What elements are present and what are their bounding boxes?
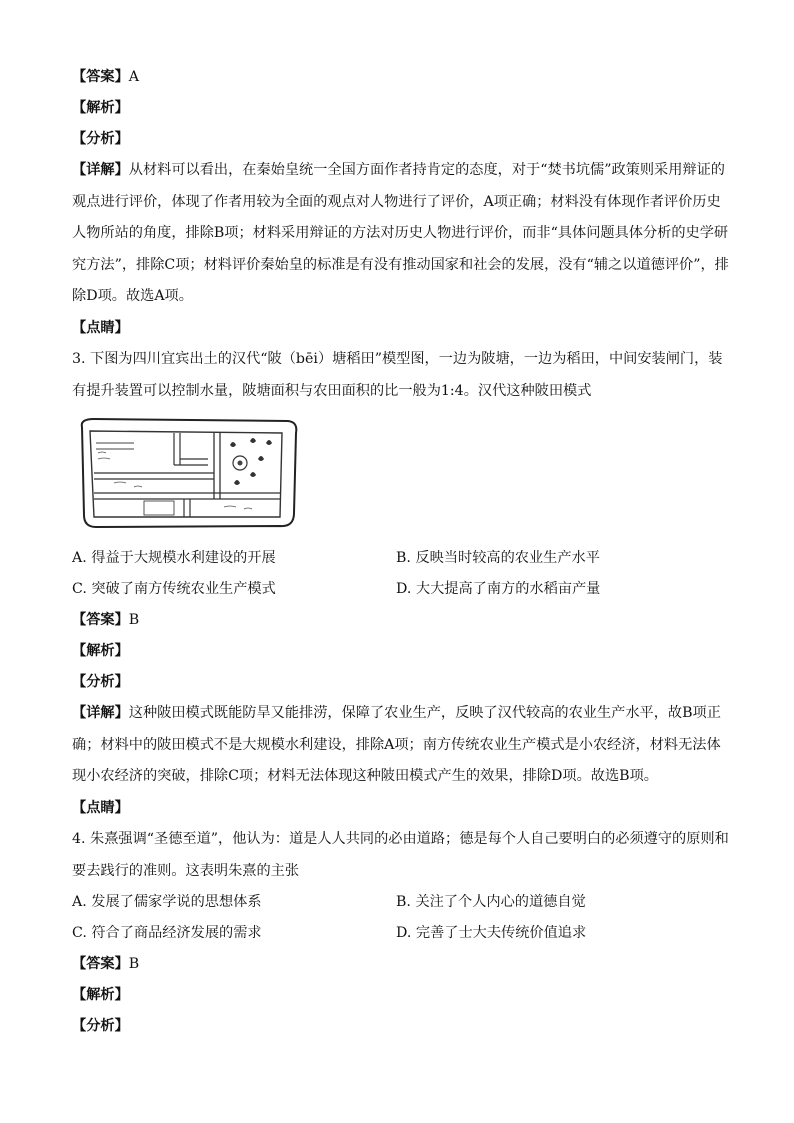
q2-detail xyxy=(72,155,732,313)
detail-tag: 【详解】 xyxy=(72,162,129,178)
option-a: A. 得益于大规模水利建设的开展 xyxy=(72,550,276,567)
q3-jiexi: 【解析】 xyxy=(72,643,129,660)
q4-stem: 4. 朱熹强调“圣德至道”，他认为：道是人人共同的必由道路；德是每个人自己要明白的必须遵守的原则和要去践行的准则。这表明朱熹的主张 xyxy=(72,830,729,879)
option-d: D. 大大提高了南方的水稻亩产量 xyxy=(396,581,601,598)
q3-fenxi: 【分析】 xyxy=(72,674,129,691)
option-b: B. 反映当时较高的农业生产水平 xyxy=(396,550,600,567)
q3-answer xyxy=(72,605,732,636)
q4-options-row-2 xyxy=(72,918,732,949)
answer-tag: 【答案】 xyxy=(72,69,129,85)
paddy-model-illustration xyxy=(74,413,304,535)
option-d: D. 完善了士大夫传统价值追求 xyxy=(396,925,587,942)
q2-dianjing: 【点睛】 xyxy=(72,319,129,336)
detail-tag: 【详解】 xyxy=(72,705,129,722)
option-b: B. 关注了个人内心的道德自觉 xyxy=(396,894,586,911)
option-a: A. 发展了儒家学说的思想体系 xyxy=(72,894,262,911)
q4-jiexi: 【解析】 xyxy=(72,987,129,1004)
option-c: C. 符合了商品经济发展的需求 xyxy=(72,925,262,942)
answer-value: B xyxy=(128,612,140,629)
answer-value: B xyxy=(128,956,140,973)
answer-tag: 【答案】 xyxy=(72,956,129,973)
q3-options-row-2 xyxy=(72,574,732,605)
q4-options-row-1 xyxy=(72,887,732,918)
q2-answer xyxy=(72,62,732,93)
detail-text: 这种陂田模式既能防旱又能排涝，保障了农业生产，反映了汉代较高的农业生产水平，故B项正确；材料中的陂田模式不是大规模水利建设，排除A项；南方传统农业生产模式是小农经济，材料无法体现小农经济的突破，排除C项；材料无法体现这种陂田模式产生的效果，排除D项。故选B项。 xyxy=(72,705,721,785)
q3-options-row-1 xyxy=(72,543,732,574)
paddy-model-figure xyxy=(74,413,304,535)
q4-fenxi: 【分析】 xyxy=(72,1018,129,1035)
q3-dianjing: 【点睛】 xyxy=(72,799,129,816)
option-c: C. 突破了南方传统农业生产模式 xyxy=(72,581,276,598)
detail-text: 从材料可以看出，在秦始皇统一全国方面作者持肯定的态度，对于“焚书坑儒”政策则采用辩证的观点进行评价，体现了作者用较为全面的观点对人物进行了评价，A项正确；材料没有体现作者评价历史人物所站的角度，排除B项；材料采用辩证的方法对历史人物进行评价，而非“具体问题具体分析的史学研究方法”，排除C项；材料评价秦始皇的标准是有没有推动国家和社会的发展，没有“辅之以道德评价”，排除D项。故选A项。 xyxy=(72,162,729,305)
document-page xyxy=(72,62,732,1042)
q3-stem: 3. 下图为四川宜宾出土的汉代“陂（bēi）塘稻田”模型图，一边为陂塘，一边为稻田，中间安装闸门，装有提升装置可以控制水量，陂塘面积与农田面积的比一般为1:4。汉代这种陂田模式 xyxy=(72,350,723,399)
q2-fenxi: 【分析】 xyxy=(72,131,129,147)
answer-value: A xyxy=(128,69,140,85)
q2-jiexi: 【解析】 xyxy=(72,100,129,116)
q4-answer xyxy=(72,949,732,980)
answer-tag: 【答案】 xyxy=(72,612,129,629)
q3-detail xyxy=(72,698,732,793)
